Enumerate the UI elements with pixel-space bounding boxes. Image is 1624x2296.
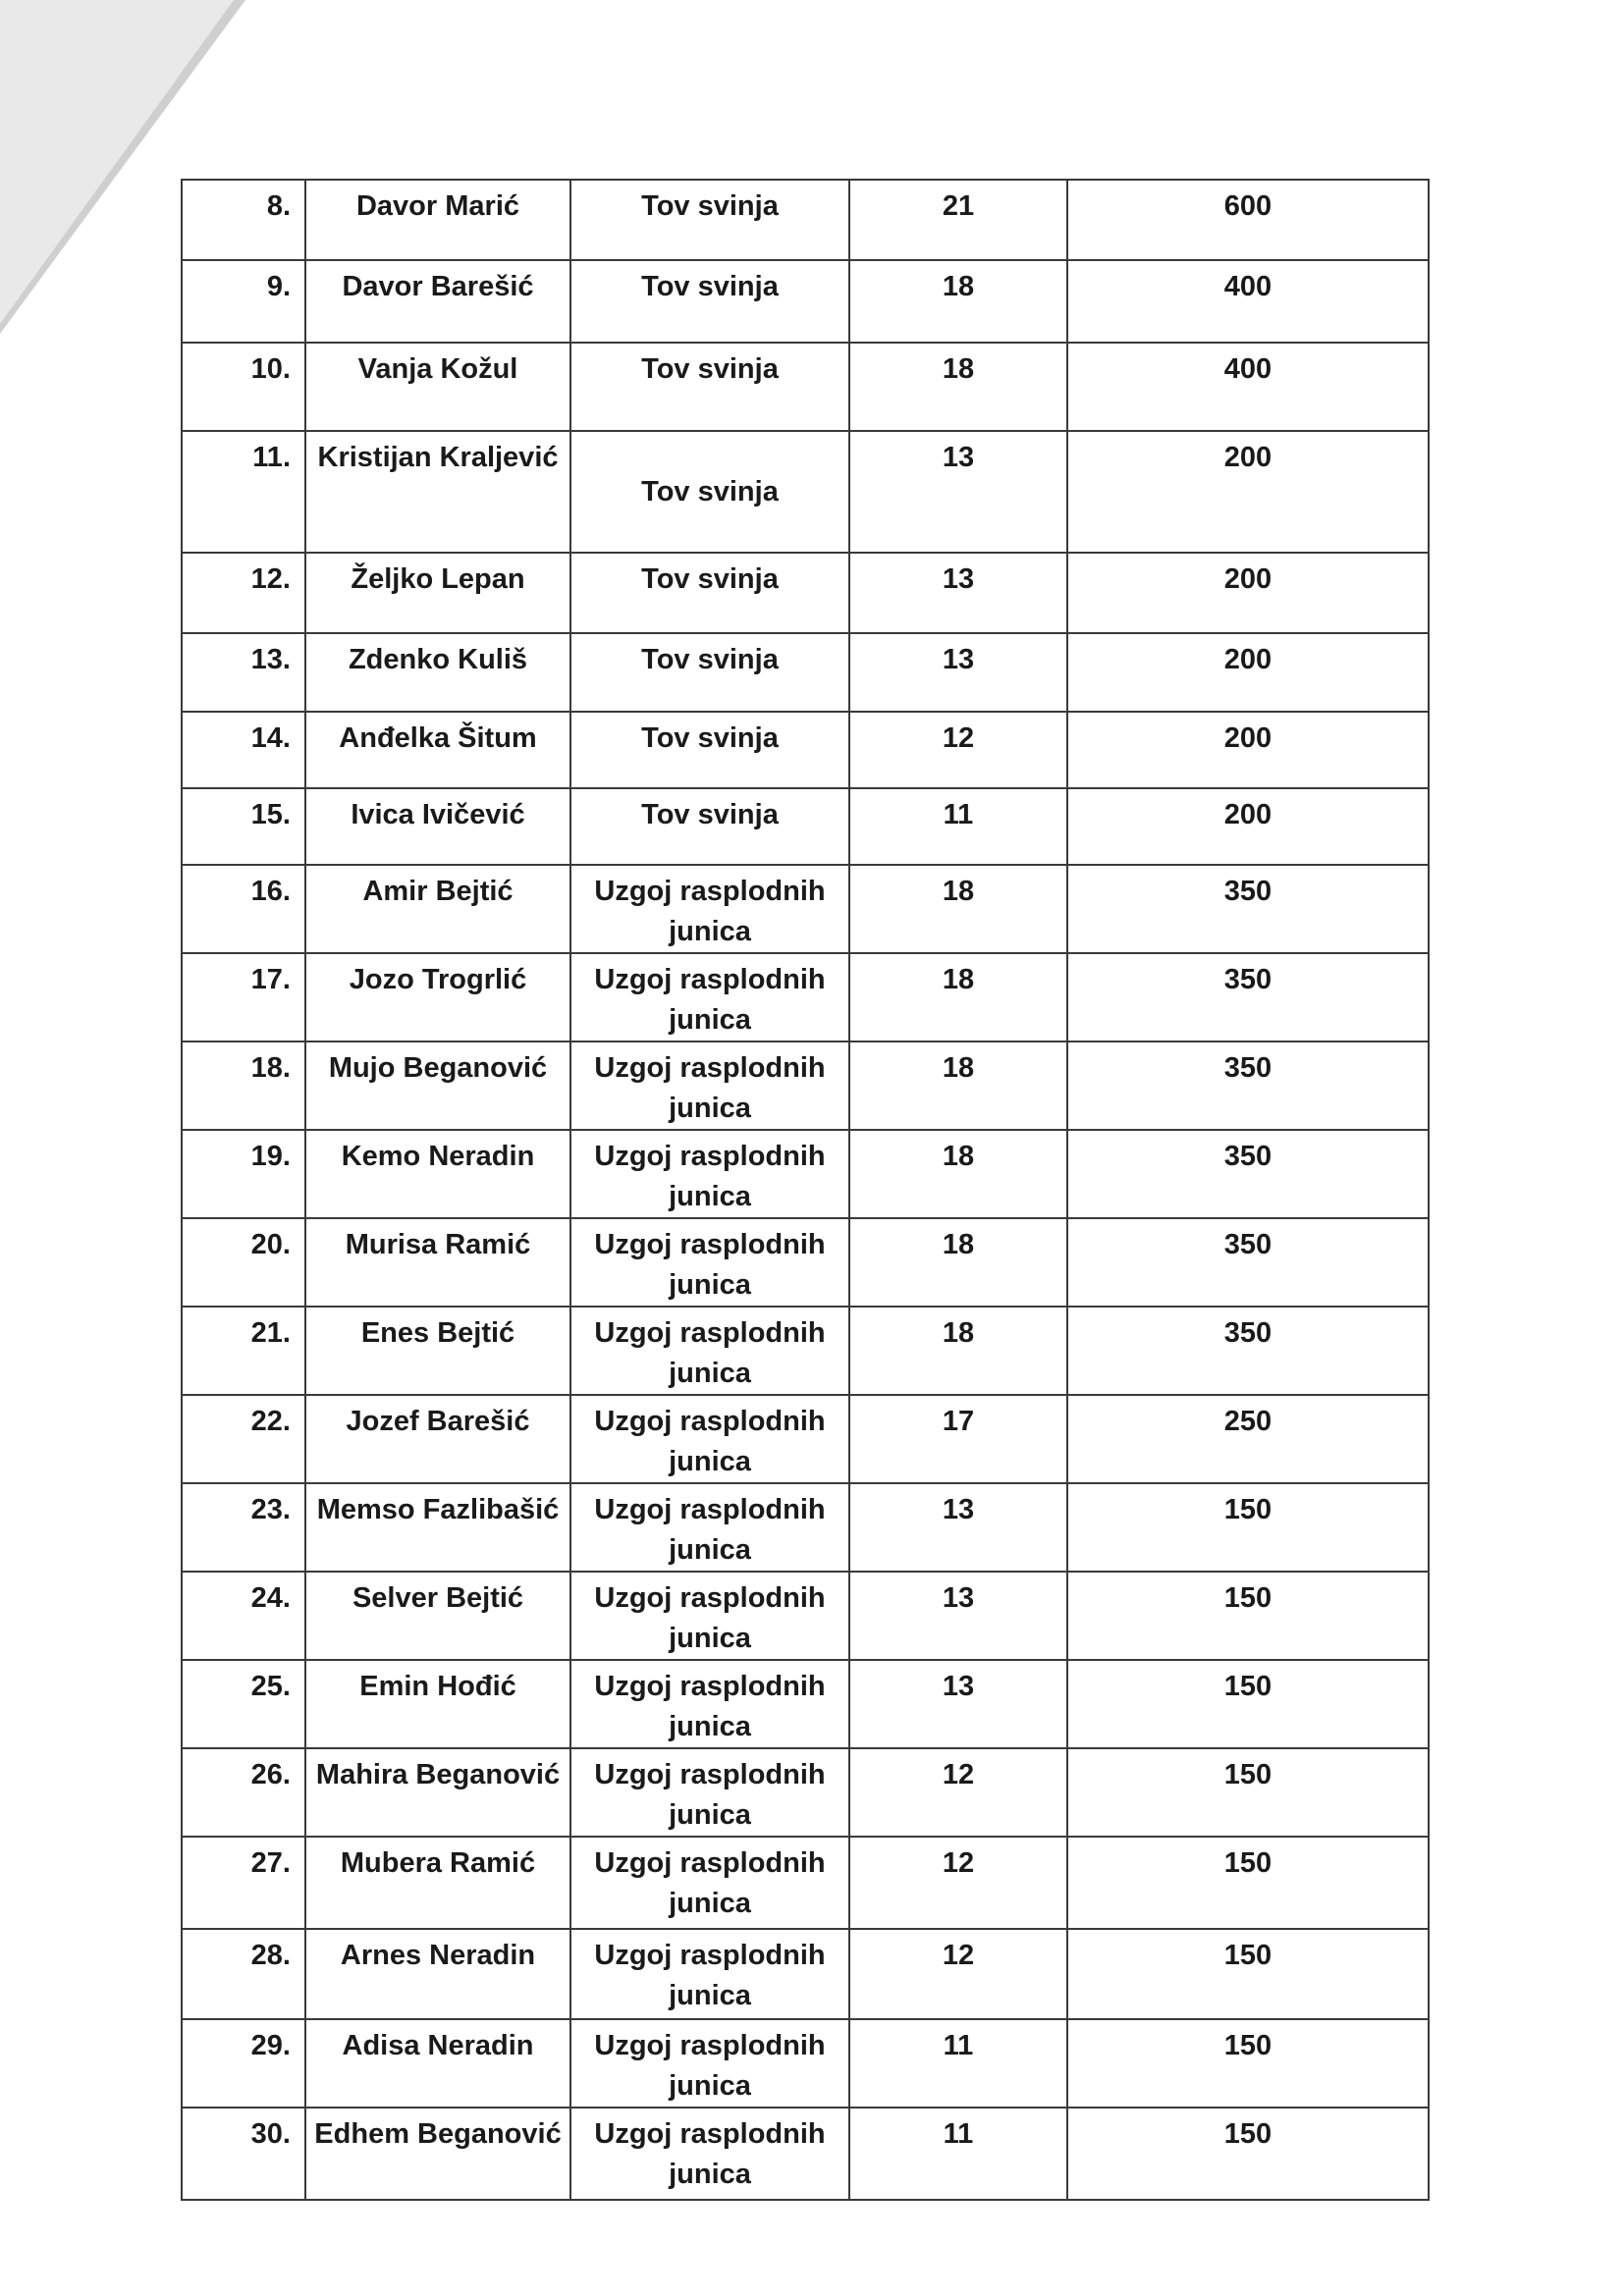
row-count: 13 (849, 431, 1067, 553)
row-number: 23. (182, 1483, 305, 1572)
row-number: 26. (182, 1748, 305, 1837)
row-amount: 150 (1067, 2019, 1429, 2108)
row-amount: 400 (1067, 343, 1429, 431)
row-number: 19. (182, 1130, 305, 1218)
row-name: Davor Barešić (305, 260, 570, 343)
row-name: Memso Fazlibašić (305, 1483, 570, 1572)
table-row (182, 712, 1429, 788)
table-row (182, 1395, 1429, 1483)
row-count: 13 (849, 1572, 1067, 1660)
row-name: Kristijan Kraljević (305, 431, 570, 553)
row-amount: 150 (1067, 1572, 1429, 1660)
row-activity: Uzgoj rasplodnih junica (570, 865, 849, 953)
row-name: Mujo Beganović (305, 1041, 570, 1130)
table-row (182, 553, 1429, 633)
row-number: 14. (182, 712, 305, 788)
row-activity: Uzgoj rasplodnih junica (570, 2108, 849, 2200)
row-activity: Tov svinja (570, 343, 849, 431)
row-amount: 150 (1067, 1929, 1429, 2019)
row-name: Enes Bejtić (305, 1307, 570, 1395)
row-activity: Uzgoj rasplodnih junica (570, 1929, 849, 2019)
row-name: Jozef Barešić (305, 1395, 570, 1483)
row-amount: 250 (1067, 1395, 1429, 1483)
row-activity: Uzgoj rasplodnih junica (570, 2019, 849, 2108)
table-row (182, 788, 1429, 865)
row-count: 18 (849, 1218, 1067, 1307)
row-count: 18 (849, 865, 1067, 953)
row-amount: 400 (1067, 260, 1429, 343)
row-name: Mahira Beganović (305, 1748, 570, 1837)
row-name: Selver Bejtić (305, 1572, 570, 1660)
table-row (182, 1748, 1429, 1837)
table-row (182, 1660, 1429, 1748)
row-count: 12 (849, 1748, 1067, 1837)
table-row (182, 1041, 1429, 1130)
row-number: 30. (182, 2108, 305, 2200)
row-number: 25. (182, 1660, 305, 1748)
row-count: 21 (849, 180, 1067, 260)
row-name: Zdenko Kuliš (305, 633, 570, 712)
row-amount: 150 (1067, 1483, 1429, 1572)
table-row (182, 1929, 1429, 2019)
row-activity: Tov svinja (570, 260, 849, 343)
row-count: 12 (849, 712, 1067, 788)
row-number: 18. (182, 1041, 305, 1130)
row-amount: 200 (1067, 633, 1429, 712)
row-amount: 200 (1067, 788, 1429, 865)
row-activity: Uzgoj rasplodnih junica (570, 1307, 849, 1395)
row-count: 18 (849, 260, 1067, 343)
row-count: 11 (849, 2108, 1067, 2200)
row-amount: 200 (1067, 712, 1429, 788)
row-number: 21. (182, 1307, 305, 1395)
table-row (182, 1218, 1429, 1307)
row-activity: Uzgoj rasplodnih junica (570, 1748, 849, 1837)
row-amount: 150 (1067, 2108, 1429, 2200)
row-count: 11 (849, 788, 1067, 865)
row-name: Arnes Neradin (305, 1929, 570, 2019)
row-number: 24. (182, 1572, 305, 1660)
row-name: Jozo Trogrlić (305, 953, 570, 1041)
table-row (182, 1307, 1429, 1395)
beneficiaries-table (181, 179, 1430, 2201)
row-name: Amir Bejtić (305, 865, 570, 953)
row-name: Davor Marić (305, 180, 570, 260)
row-activity: Uzgoj rasplodnih junica (570, 1130, 849, 1218)
row-name: Ivica Ivičević (305, 788, 570, 865)
table-row (182, 1483, 1429, 1572)
row-count: 18 (849, 1130, 1067, 1218)
row-number: 20. (182, 1218, 305, 1307)
row-amount: 350 (1067, 865, 1429, 953)
table-row (182, 865, 1429, 953)
row-activity: Uzgoj rasplodnih junica (570, 1660, 849, 1748)
row-count: 13 (849, 1483, 1067, 1572)
row-amount: 600 (1067, 180, 1429, 260)
table-row (182, 260, 1429, 343)
row-count: 18 (849, 1307, 1067, 1395)
row-count: 18 (849, 953, 1067, 1041)
row-amount: 200 (1067, 553, 1429, 633)
row-number: 10. (182, 343, 305, 431)
row-count: 12 (849, 1929, 1067, 2019)
row-number: 22. (182, 1395, 305, 1483)
row-amount: 350 (1067, 1130, 1429, 1218)
row-name: Mubera Ramić (305, 1837, 570, 1929)
row-activity: Tov svinja (570, 553, 849, 633)
row-name: Vanja Kožul (305, 343, 570, 431)
row-count: 18 (849, 343, 1067, 431)
row-count: 17 (849, 1395, 1067, 1483)
row-count: 12 (849, 1837, 1067, 1929)
row-activity: Tov svinja (570, 712, 849, 788)
row-name: Anđelka Šitum (305, 712, 570, 788)
row-number: 17. (182, 953, 305, 1041)
row-count: 11 (849, 2019, 1067, 2108)
table-row (182, 180, 1429, 260)
row-name: Emin Hođić (305, 1660, 570, 1748)
row-count: 18 (849, 1041, 1067, 1130)
row-number: 11. (182, 431, 305, 553)
row-number: 27. (182, 1837, 305, 1929)
table-row (182, 2108, 1429, 2200)
row-name: Adisa Neradin (305, 2019, 570, 2108)
row-activity: Uzgoj rasplodnih junica (570, 953, 849, 1041)
table-row (182, 2019, 1429, 2108)
row-amount: 150 (1067, 1837, 1429, 1929)
table-row (182, 431, 1429, 553)
row-activity: Tov svinja (570, 788, 849, 865)
row-number: 13. (182, 633, 305, 712)
row-activity: Uzgoj rasplodnih junica (570, 1218, 849, 1307)
row-activity: Uzgoj rasplodnih junica (570, 1837, 849, 1929)
row-number: 15. (182, 788, 305, 865)
table-row (182, 343, 1429, 431)
table-row (182, 953, 1429, 1041)
row-amount: 200 (1067, 431, 1429, 553)
row-number: 16. (182, 865, 305, 953)
row-amount: 150 (1067, 1748, 1429, 1837)
row-number: 8. (182, 180, 305, 260)
row-name: Kemo Neradin (305, 1130, 570, 1218)
row-name: Željko Lepan (305, 553, 570, 633)
table-body (182, 180, 1429, 2200)
row-number: 29. (182, 2019, 305, 2108)
table-row (182, 633, 1429, 712)
row-amount: 350 (1067, 953, 1429, 1041)
row-count: 13 (849, 633, 1067, 712)
table-row (182, 1130, 1429, 1218)
row-count: 13 (849, 1660, 1067, 1748)
row-activity: Tov svinja (570, 180, 849, 260)
row-name: Murisa Ramić (305, 1218, 570, 1307)
row-amount: 350 (1067, 1307, 1429, 1395)
row-amount: 350 (1067, 1218, 1429, 1307)
row-activity: Uzgoj rasplodnih junica (570, 1041, 849, 1130)
row-number: 9. (182, 260, 305, 343)
row-activity: Uzgoj rasplodnih junica (570, 1572, 849, 1660)
row-number: 28. (182, 1929, 305, 2019)
row-name: Edhem Beganović (305, 2108, 570, 2200)
row-activity: Uzgoj rasplodnih junica (570, 1483, 849, 1572)
row-activity: Tov svinja (570, 431, 849, 553)
table-row (182, 1837, 1429, 1929)
row-activity: Tov svinja (570, 633, 849, 712)
row-activity: Uzgoj rasplodnih junica (570, 1395, 849, 1483)
table-row (182, 1572, 1429, 1660)
row-count: 13 (849, 553, 1067, 633)
row-amount: 150 (1067, 1660, 1429, 1748)
row-amount: 350 (1067, 1041, 1429, 1130)
row-number: 12. (182, 553, 305, 633)
